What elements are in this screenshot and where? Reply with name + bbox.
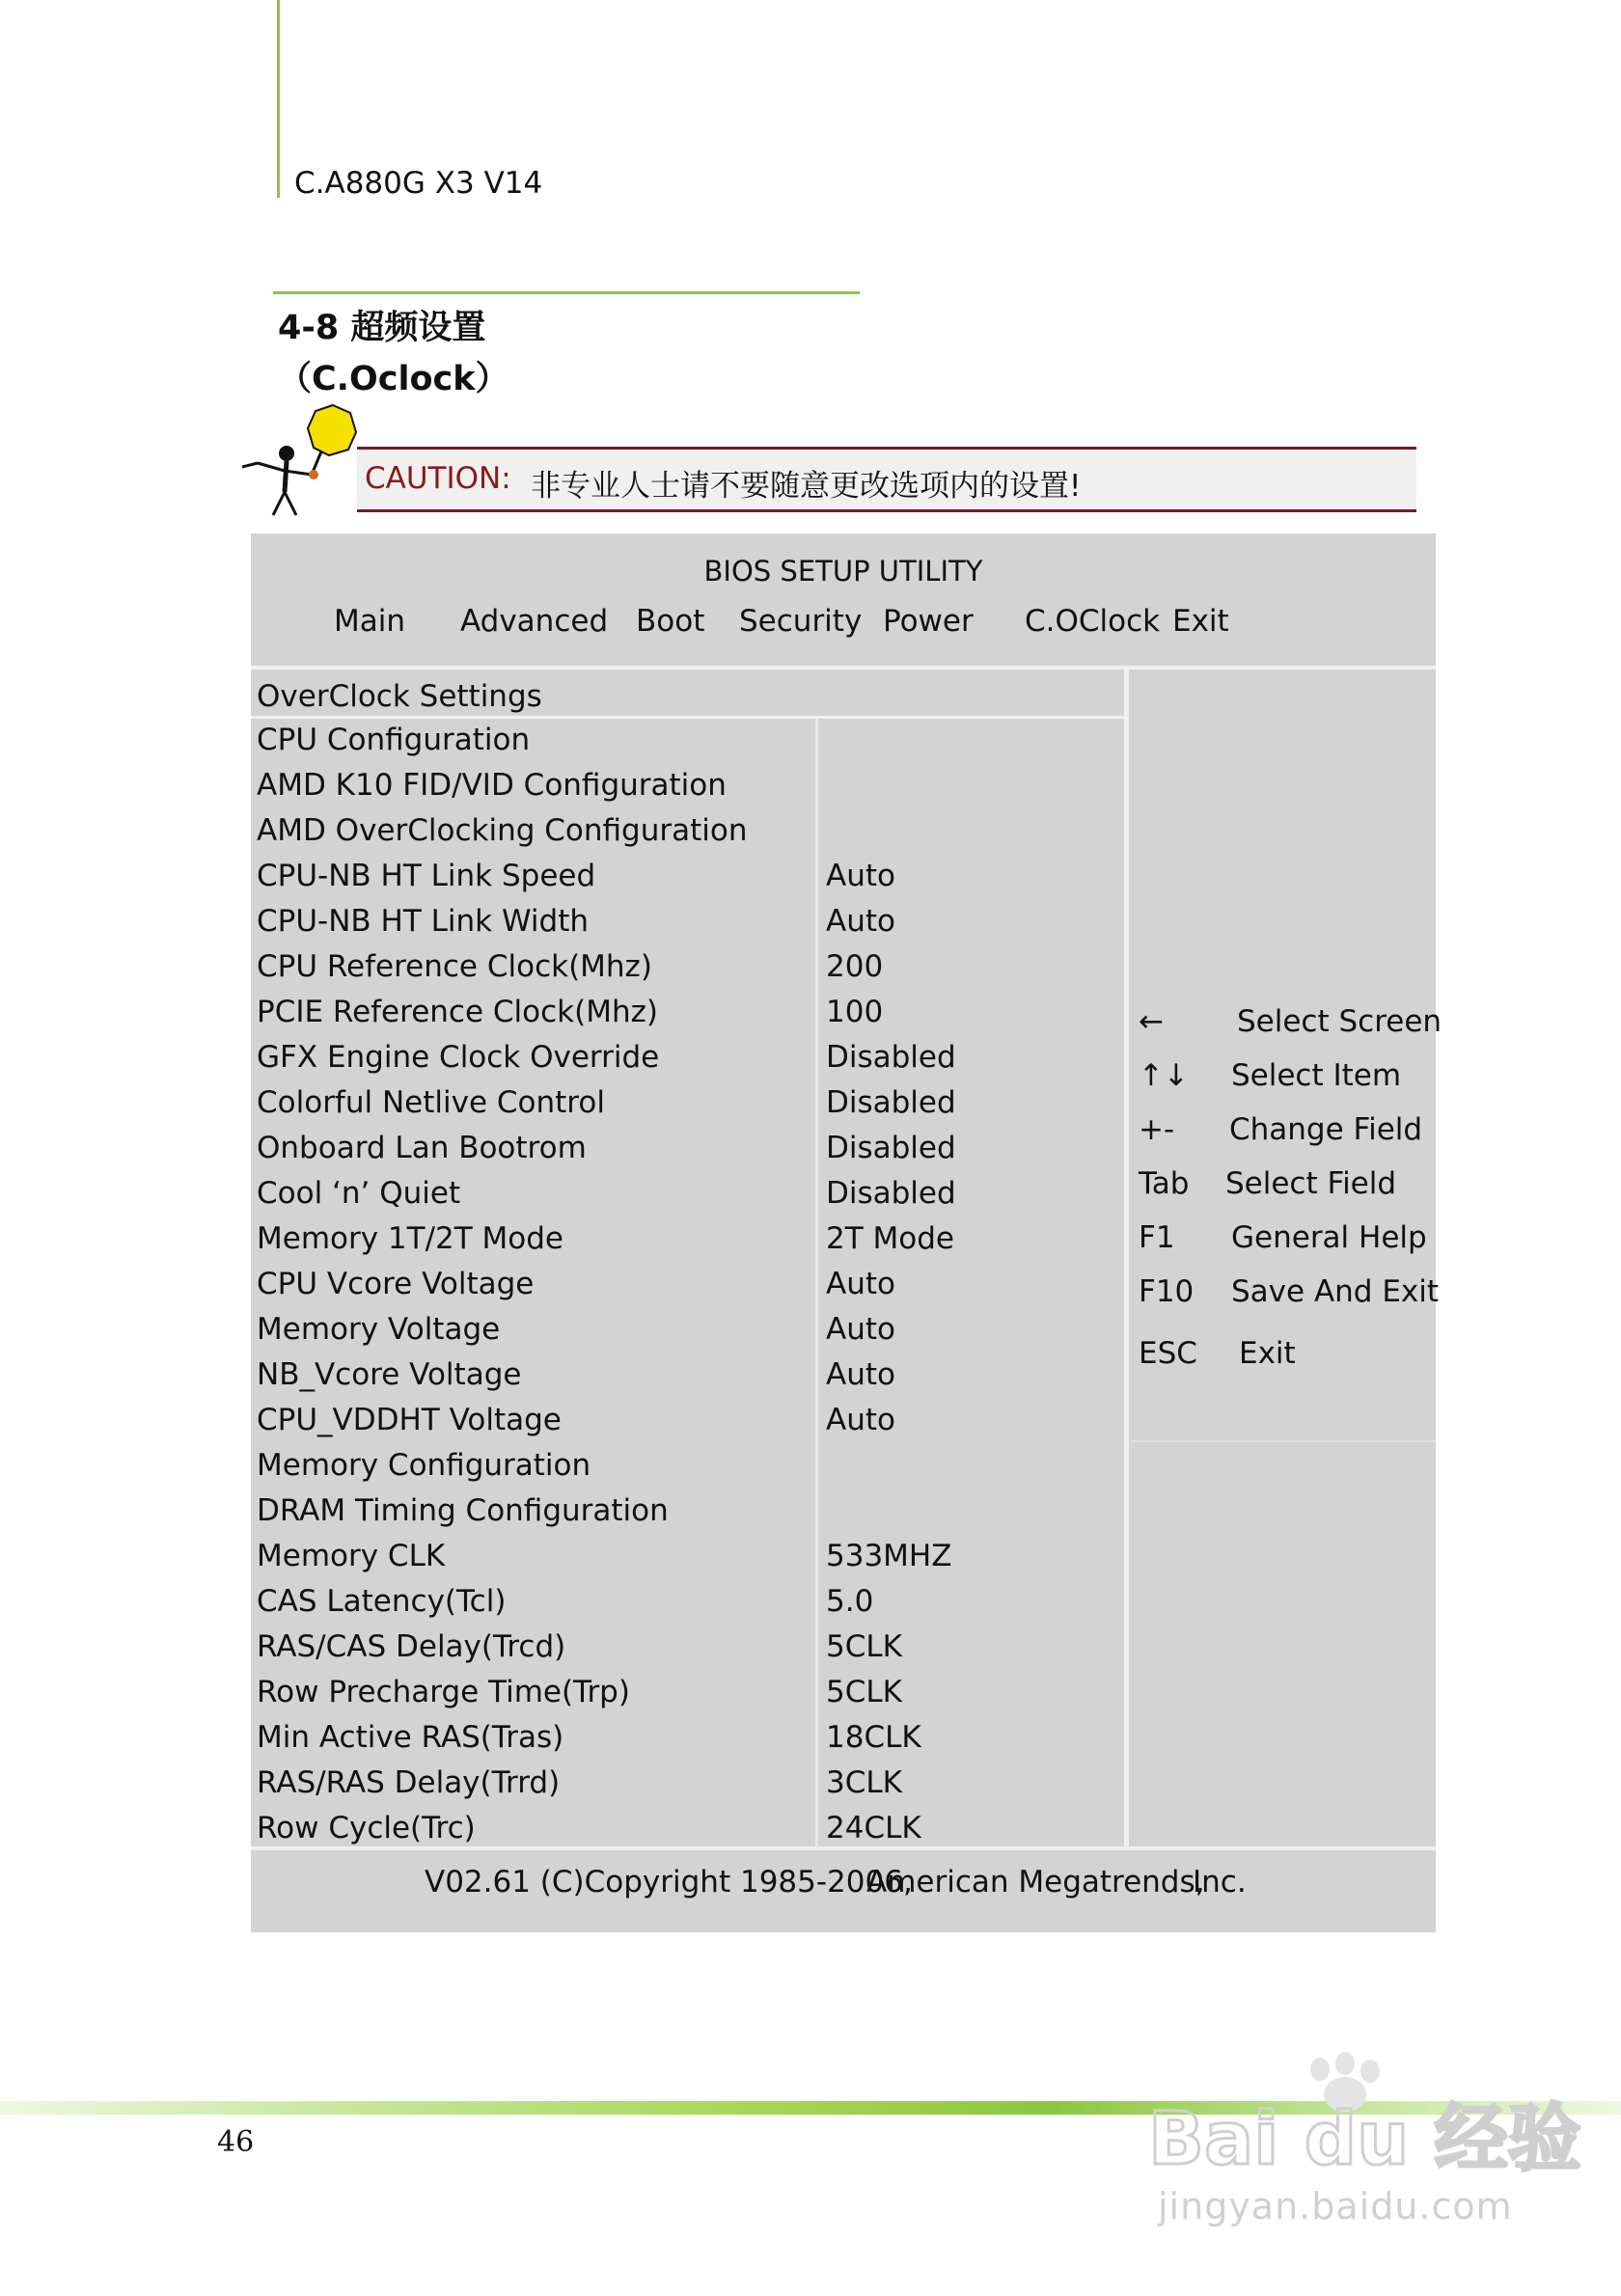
setting-label: RAS/RAS Delay(Trrd)	[257, 1765, 561, 1800]
help-item	[1131, 1004, 1442, 1047]
setting-value: 24CLK	[826, 1811, 921, 1845]
help-item	[1131, 1220, 1436, 1263]
setting-value: 18CLK	[826, 1720, 921, 1755]
section-rule	[273, 291, 860, 294]
bios-title: BIOS SETUP UTILITY	[703, 555, 983, 588]
f1-key: F1	[1139, 1220, 1175, 1255]
setting-label: CAS Latency(Tcl)	[257, 1584, 507, 1619]
setting-row[interactable]	[251, 764, 1124, 808]
caution-text: 非专业人士请不要随意更改选项内的设置!	[531, 469, 1082, 504]
setting-label: Colorful Netlive Control	[257, 1085, 605, 1120]
setting-label: AMD OverClocking Configuration	[257, 813, 748, 848]
setting-row[interactable]	[251, 1172, 1124, 1216]
help-desc: Select Field	[1225, 1166, 1397, 1201]
setting-value: Auto	[826, 1267, 895, 1301]
menu-tab-power[interactable]: Power	[883, 604, 974, 639]
document-code: C.A880G X3 V14	[294, 166, 543, 201]
setting-row[interactable]	[251, 1580, 1124, 1625]
menu-tab-coclock[interactable]: C.OClock	[1025, 604, 1161, 639]
setting-row[interactable]	[251, 1308, 1124, 1353]
setting-label: PCIE Reference Clock(Mhz)	[257, 995, 658, 1029]
header-rule-vertical	[277, 0, 280, 198]
menu-tab-advanced[interactable]: Advanced	[460, 604, 609, 639]
setting-label: CPU Vcore Voltage	[257, 1267, 535, 1301]
setting-label: Row Cycle(Trc)	[257, 1811, 476, 1845]
setting-value: Auto	[826, 1312, 895, 1347]
setting-value: Auto	[826, 859, 895, 893]
setting-row[interactable]	[251, 809, 1124, 854]
setting-label: Memory Configuration	[257, 1448, 591, 1483]
setting-label: Memory CLK	[257, 1539, 446, 1573]
menu-tab-main[interactable]: Main	[334, 604, 406, 639]
watermark-logo-text: Bai du 经验	[1148, 2095, 1581, 2181]
help-desc: Select Item	[1231, 1058, 1402, 1093]
setting-label: Memory 1T/2T Mode	[257, 1221, 564, 1256]
help-desc: General Help	[1231, 1220, 1427, 1255]
f10-key: F10	[1139, 1274, 1195, 1309]
setting-row[interactable]	[251, 1036, 1124, 1080]
help-item	[1131, 1112, 1436, 1155]
setting-row[interactable]	[251, 1671, 1124, 1715]
setting-label: NB_Vcore Voltage	[257, 1357, 522, 1392]
setting-value: 3CLK	[826, 1765, 902, 1800]
setting-value: 200	[826, 949, 884, 984]
page-number: 46	[217, 2125, 255, 2159]
setting-row[interactable]	[251, 1626, 1124, 1670]
help-desc: Save And Exit	[1231, 1274, 1440, 1309]
help-item	[1131, 1336, 1436, 1379]
setting-label: GFX Engine Clock Override	[257, 1040, 660, 1075]
setting-label: CPU-NB HT Link Speed	[257, 859, 596, 893]
setting-value: Auto	[826, 1403, 895, 1437]
setting-label: Cool ‘n’ Quiet	[257, 1176, 461, 1211]
help-panel-divider	[1124, 670, 1129, 1846]
setting-row[interactable]	[251, 1081, 1124, 1126]
setting-label: CPU Reference Clock(Mhz)	[257, 949, 652, 984]
setting-row[interactable]	[251, 1490, 1124, 1534]
setting-label: Row Precharge Time(Trp)	[257, 1675, 630, 1709]
footer-company: American Megatrends,	[866, 1865, 1205, 1900]
menu-tab-exit[interactable]: Exit	[1172, 604, 1229, 639]
setting-value: 5.0	[826, 1584, 874, 1619]
left-arrow-key-icon: ←	[1139, 1004, 1164, 1039]
footer-suffix: Inc.	[1193, 1865, 1247, 1900]
setting-label: CPU-NB HT Link Width	[257, 904, 590, 939]
setting-value: Disabled	[826, 1085, 956, 1120]
section-title: 4-8 超频设置	[278, 309, 486, 347]
setting-value: 2T Mode	[826, 1221, 954, 1256]
setting-value: Auto	[826, 904, 895, 939]
setting-label: Onboard Lan Bootrom	[257, 1131, 587, 1165]
setting-row[interactable]	[251, 1762, 1124, 1806]
setting-value: Auto	[826, 1357, 895, 1392]
setting-row[interactable]	[251, 945, 1124, 990]
menu-tab-boot[interactable]: Boot	[636, 604, 705, 639]
settings-panel-header	[251, 670, 1124, 719]
caution-mascot-icon	[236, 403, 362, 519]
setting-value: 100	[826, 995, 884, 1029]
setting-value: 533MHZ	[826, 1539, 952, 1573]
setting-row[interactable]	[251, 719, 1124, 763]
key-help-panel	[1131, 678, 1442, 1442]
footer-copyright: V02.61 (C)Copyright 1985-2006,	[425, 1865, 913, 1900]
setting-row[interactable]	[251, 1263, 1124, 1307]
setting-row[interactable]	[251, 1353, 1124, 1398]
bios-screen	[251, 533, 1442, 1932]
setting-value: Disabled	[826, 1176, 956, 1211]
caution-banner	[357, 447, 1416, 512]
setting-label: CPU_VDDHT Voltage	[257, 1403, 562, 1437]
plus-minus-key: +-	[1139, 1112, 1175, 1147]
setting-label: Min Active RAS(Tras)	[257, 1720, 564, 1755]
setting-row[interactable]	[251, 1399, 1124, 1443]
caution-label: CAUTION:	[365, 461, 511, 496]
help-desc: Select Screen	[1237, 1004, 1442, 1039]
menu-tab-security[interactable]: Security	[739, 604, 863, 639]
help-desc: Exit	[1239, 1336, 1296, 1371]
setting-label: Memory Voltage	[257, 1312, 501, 1347]
setting-label: RAS/CAS Delay(Trcd)	[257, 1629, 566, 1664]
help-item	[1131, 1058, 1436, 1101]
setting-row[interactable]	[251, 1127, 1124, 1171]
settings-panel-title: OverClock Settings	[257, 679, 542, 714]
help-item	[1131, 1274, 1440, 1317]
setting-row[interactable]	[251, 1535, 1124, 1579]
setting-value: 5CLK	[826, 1675, 902, 1709]
watermark-url: jingyan.baidu.com	[1158, 2185, 1513, 2228]
bios-bottom-divider	[251, 1846, 1436, 1850]
help-item	[1131, 1166, 1436, 1209]
setting-row[interactable]	[251, 1807, 1124, 1851]
esc-key: ESC	[1139, 1336, 1197, 1371]
setting-label: AMD K10 FID/VID Configuration	[257, 768, 727, 803]
baidu-paw-logo-icon	[1148, 2050, 1581, 2185]
setting-value: 5CLK	[826, 1629, 902, 1664]
setting-row[interactable]	[251, 1444, 1124, 1489]
setting-row[interactable]	[251, 1217, 1124, 1262]
setting-row[interactable]	[251, 1716, 1124, 1761]
setting-row[interactable]	[251, 855, 1124, 899]
setting-value: Disabled	[826, 1131, 956, 1165]
up-down-arrow-key-icon: ↑↓	[1139, 1058, 1189, 1093]
setting-label: CPU Configuration	[257, 723, 531, 757]
tab-key: Tab	[1139, 1166, 1190, 1201]
setting-label: DRAM Timing Configuration	[257, 1493, 669, 1528]
setting-value: Disabled	[826, 1040, 956, 1075]
setting-row[interactable]	[251, 900, 1124, 944]
help-desc: Change Field	[1229, 1112, 1423, 1147]
baidu-watermark	[1148, 2050, 1581, 2243]
section-subtitle: （C.Oclock）	[278, 360, 509, 398]
setting-row[interactable]	[251, 991, 1124, 1035]
